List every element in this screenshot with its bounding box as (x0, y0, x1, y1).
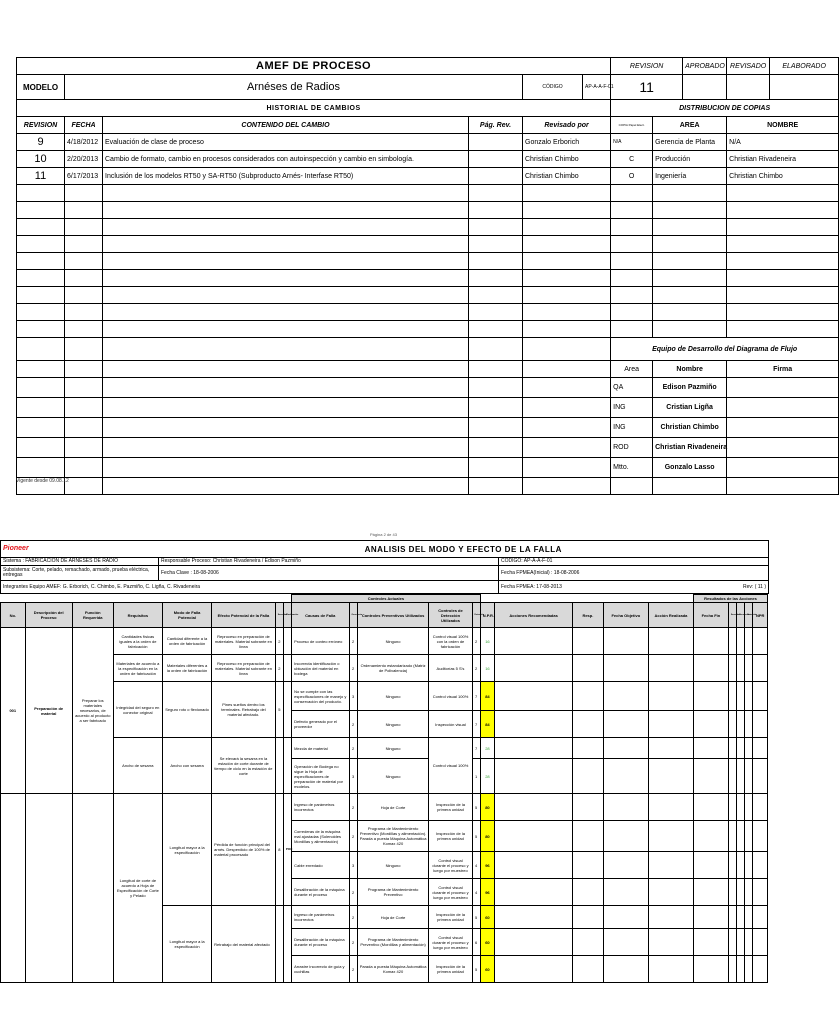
amfe-header-table (0, 540, 769, 594)
historial-title: HISTORIAL DE CAMBIOS (17, 100, 611, 117)
amfe-main-table (0, 594, 768, 983)
page-number: Página 2 de 43 (370, 532, 397, 537)
historial-row: 10 2/20/2013 Cambio de formato, cambio en procesos considerados con autoinspección y cambio en simbología. Christian Chimbo C Producción Christian Rivadeneira (17, 151, 839, 168)
amfe-row: Defecto generado por el proveedor 2 Ninguno Inspección visual 7 84 (1, 711, 768, 738)
equipo-title: Equipo de Desarrollo del Diagrama de Flujo (611, 338, 839, 361)
codigo-label: CÓDIGO (523, 75, 583, 100)
fecha-clave: Fecha Clave : 18-08-2006 (159, 566, 499, 581)
equipo-nombre: Christian Rivadeneira (653, 438, 727, 458)
equipo-nombre: Christian Chimbo (653, 418, 727, 438)
amfe-row: Ancho de sesarra Ancho con sesarra Se elevará la sesarra en la estación de corte durante de tiempo de ciclo en la estación de corte Mezcla de material 2 Ninguno Control visual 100% 7 28 (1, 738, 768, 759)
amfe-row: Materiales de acuerdo a la especificación en la orden de fabricación Materiales diferentes a la orden de fabricación Reproceso en preparación de materiales. Material sobrante en línea 2 Incorrecta identificación o ubicación del material en bodega 2 Ordenamiento estandarizado (Matriz de Polivalencia) Auditorías 5 S's 2 16 (1, 655, 768, 682)
equipo-nombre: Cristian Ligña (653, 398, 727, 418)
amef-title: AMEF DE PROCESO (17, 58, 611, 75)
col-revisado: Revisado por (523, 117, 611, 134)
codigo: CODIGO: AP-A-A-F-01 (499, 558, 769, 566)
equipo-col-nombre: Nombre (653, 361, 727, 378)
revisado-label: REVISADO (727, 58, 770, 75)
col-nombre: NOMBRE (727, 117, 839, 134)
pioneer-logo: Pioneer (1, 541, 159, 558)
col-area: AREA (653, 117, 727, 134)
equipo-area: ING (611, 398, 653, 418)
col-revision: REVISION (17, 117, 65, 134)
amfe-row: Desalibración de la máquina durante el proceso 2 Programa de Mantenimiento Preventivo (Mordillas y alimentación) Control visual durante el proceso y luego por muestreo 6 60 (1, 929, 768, 956)
elaborado-signature (770, 75, 839, 100)
vigencia-footer: Vigente desde 09.08.12 (16, 478, 69, 484)
equipo-area: ING (611, 418, 653, 438)
historial-row: 9 4/18/2012 Evaluación de clase de proceso Gonzalo Erborich N/A Gerencia de Planta N/A (17, 134, 839, 151)
fecha-rev-cell: Fecha FPMEA: 17-08-2013 Rev: ( 11 ) (499, 581, 769, 594)
sistema: Sistema : FABRICACION DE ARNESES DE RADIO (1, 558, 159, 566)
funcion-requerida: Preparar los materiales necesarios, de acuerdo al producto a ser fabricado (72, 628, 113, 794)
col-fecha: FECHA (65, 117, 103, 134)
equipo-area: QA (611, 378, 653, 398)
equipo-area: ROD (611, 438, 653, 458)
amfe-row: Cable enredado 3 Ninguno Control visual durante el proceso y luego por muestreo 4 96 (1, 852, 768, 879)
col-pag: Pág. Rev. (469, 117, 523, 134)
aprobado-label: APROBADO (683, 58, 727, 75)
amfe-row: Longitud mayor a la especificación Retrabajo del material afectado Ingreso de parámetros incorrectos 2 Hoja de Corte Inspección de la primera unidad 5 60 (1, 906, 768, 929)
codigo-value: AP-A-A-F-01 (583, 75, 611, 100)
amfe-row: Correderas de la máquina mal ajustadas (Solenoides Mordillas y alimentación) 2 Programa de Mantenimiento Preventivo (Mordillas y alimentación). Parada a puesta Máquina Automática Komax 420 Inspección de la primera unidad 5 80 (1, 821, 768, 852)
subsistema: Subsistema: Corte, pelado, remachado, armado, prueba eléctrica, entregas (1, 566, 159, 581)
historial-row: 11 6/17/2013 Inclusión de los modelos RT50 y SA-RT50 (Subproducto Arnés- Interfase RT50) Christian Chimbo O Ingeniería Christian Chimbo (17, 168, 839, 185)
aprobado-signature (683, 75, 727, 100)
amfe-row: Desalibración de la máquina durante el proceso 2 Programa de Mantenimiento Preventivo Control visual durante el proceso y luego por muestreo 4 96 (1, 879, 768, 906)
col-contenido: CONTENIDO DEL CAMBIO (103, 117, 469, 134)
revision-label: REVISION (611, 58, 683, 75)
distribucion-title: DISTRIBUCION DE COPIAS (611, 100, 839, 117)
amfe-row: Integridad del seguro en conector original Seguro roto o flexionado Pines sueltos dentro los terminales. Retrabajo del material afectado. 5 No se cumple con las especificaciones de manejo y conservación del producto. 3 Ninguno Control visual 100% 7 84 (1, 682, 768, 711)
amfe-row: 001 Preparación de material Preparar los materiales necesarios, de acuerdo al producto a ser fabricado Cantidades físicas iguales a la orden de fabricación Cantidad diferente a la orden de fabricación Reproceso en preparación de materiales. Material sobrante en línea 2 Proceso de conteo erróneo 2 Ninguno Control visual 100% con la orden de fabricación 2 16 (1, 628, 768, 655)
proceso-no: 001 (1, 628, 26, 794)
amfe-title: ANALISIS DEL MODO Y EFECTO DE LA FALLA (159, 541, 769, 558)
amfe-sheet (0, 540, 768, 983)
revision-number: 11 (611, 75, 683, 100)
requisito-longitud: Longitud de corte de acuerdo a Hoja de Especificación de Corte y Pelado (113, 794, 162, 983)
resultados-acciones: Resultados de las Acciones (693, 595, 767, 603)
modelo-label: MODELO (17, 75, 65, 100)
amfe-row: Operación de Bodega no sigue la Hoja de especificaciones de preparación de material por modelos. 3 Ninguno 1 28 (1, 759, 768, 794)
equipo-nombre: Edison Pazmiño (653, 378, 727, 398)
proceso-descripcion: Preparación de material (25, 628, 72, 794)
col-copia: COPIA Papel Elect. (611, 117, 653, 134)
equipo-col-area: Area (611, 361, 653, 378)
fecha-original: Fecha FPMEA(Inicial) : 18-08-2006 (499, 566, 769, 581)
equipo-col-firma: Firma (727, 361, 839, 378)
revisado-signature (727, 75, 770, 100)
modelo-value: Arnéses de Radios (65, 75, 523, 100)
controles-actuales: Controles Actuales (292, 595, 481, 603)
amfe-row: Arrastre incorrecto de guía y cuchillas 2 Parada a puesta Máquina Automática Komax 420 Inspección de la primera unidad 5 60 (1, 956, 768, 983)
equipo-area: Mtto. (611, 458, 653, 478)
responsable: Responsable Proceso: Christian Rivadeneira / Edison Pazmiño (159, 558, 499, 566)
amef-cover-sheet (16, 57, 826, 495)
amfe-row: Longitud de corte de acuerdo a Hoja de Especificación de Corte y Pelado Longitud mayor a la especificación Pérdida de función principal del arnés. Desperdicio de 100% de material procesado 8 POC Ingreso de parámetros incorrectos 2 Hoja de Corte Inspección de la primera unidad 5 80 (1, 794, 768, 821)
amef-header-table (16, 57, 839, 495)
elaborado-label: ELABORADO (770, 58, 839, 75)
amfe-column-headers: No. Descripción del Proceso Función Requerida Requisitos Modo de Falla Potencial Efecto Potencial de la Falla Severidad Clasificación Causas de Falla Ocurrencia Controles Preventivos Utilizados Controles de Detección Utilizados Detección N.P.R. Acciones Recomendadas Resp. Fecha Objetivo Acción Realizada Fecha Fin Severidad Ocurrencia Detección NPR (1, 603, 768, 628)
integrantes: Integrantes Equipo AMEF: G. Erborich, C. Chimbo, E. Pazmiño, C. Ligña, C. Rivadeneira (1, 581, 499, 594)
equipo-nombre: Gonzalo Lasso (653, 458, 727, 478)
